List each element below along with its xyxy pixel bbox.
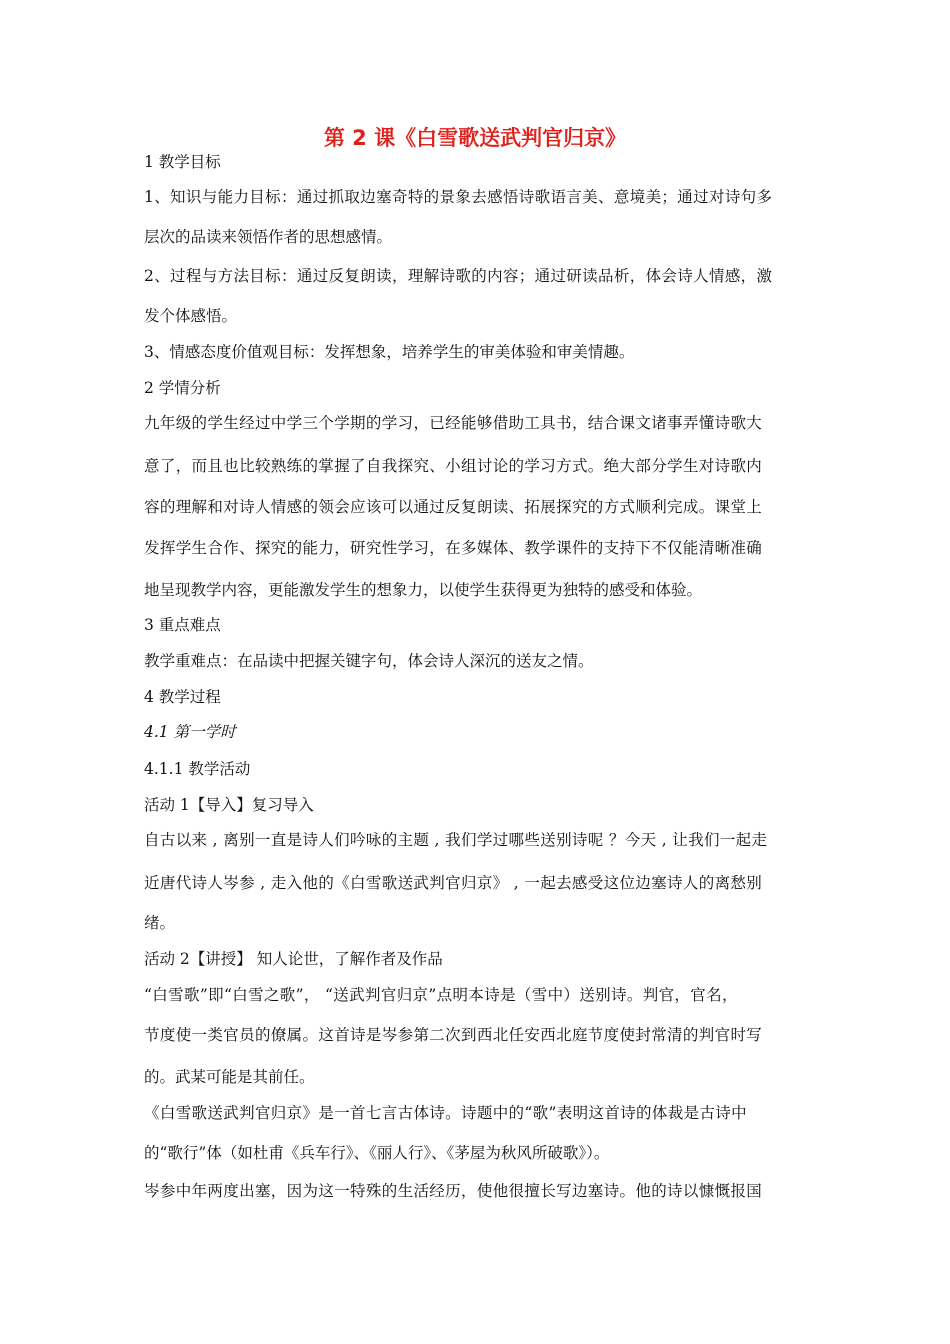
paragraph-line: 1、知识与能力目标：通过抓取边塞奇特的景象去感悟诗歌语言美、意境美；通过对诗句多 bbox=[144, 188, 773, 206]
paragraph-line: 2、过程与方法目标：通过反复朗读，理解诗歌的内容；通过研读品析，体会诗人情感，激 bbox=[144, 267, 773, 285]
section-heading-objectives: 1 教学目标 bbox=[144, 153, 221, 171]
paragraph-line: 绪。 bbox=[144, 914, 176, 932]
paragraph-line: 九年级的学生经过中学三个学期的学习，已经能够借助工具书，结合课文诸事弄懂诗歌大 bbox=[144, 414, 763, 432]
paragraph-line: 层次的品读来领悟作者的思想感情。 bbox=[144, 228, 393, 246]
paragraph-line: 节度使一类官员的僚属。这首诗是岑参第二次到西北任安西北庭节度使封常清的判官时写 bbox=[144, 1026, 763, 1044]
subsection-heading: 4.1.1 教学活动 bbox=[144, 760, 251, 778]
page-title: 第 2 课《白雪歌送武判官归京》 bbox=[323, 126, 627, 150]
paragraph-line: 近唐代诗人岑参 , 走入他的《白雪歌送武判官归京》 , 一起去感受这位边塞诗人的离愁别 bbox=[144, 874, 763, 892]
paragraph-line: “白雪歌”即“白雪之歌”， “送武判官归京”点明本诗是（雪中）送别诗。判官，官名， bbox=[144, 986, 738, 1004]
activity-heading: 活动 1【导入】复习导入 bbox=[144, 796, 314, 814]
paragraph-line: 《白雪歌送武判官归京》是一首七言古体诗。诗题中的“歌”表明这首诗的体裁是古诗中 bbox=[144, 1104, 748, 1122]
paragraph-line: 地呈现教学内容，更能激发学生的想象力，以使学生获得更为独特的感受和体验。 bbox=[144, 581, 703, 599]
paragraph-line: 发挥学生合作、探究的能力，研究性学习，在多媒体、教学课件的支持下不仅能清晰准确 bbox=[144, 539, 763, 557]
section-heading-key-points: 3 重点难点 bbox=[144, 616, 221, 634]
paragraph-line: 意了，而且也比较熟练的掌握了自我探究、小组讨论的学习方式。绝大部分学生对诗歌内 bbox=[144, 457, 763, 475]
activity-heading: 活动 2【讲授】 知人论世，了解作者及作品 bbox=[144, 950, 443, 968]
paragraph-line: 教学重难点：在品读中把握关键字句，体会诗人深沉的送友之情。 bbox=[144, 652, 594, 670]
section-heading-analysis: 2 学情分析 bbox=[144, 379, 221, 397]
paragraph-line: 岑参中年两度出塞，因为这一特殊的生活经历，使他很擅长写边塞诗。他的诗以慷慨报国 bbox=[144, 1182, 763, 1200]
paragraph-line: 发个体感悟。 bbox=[144, 307, 238, 325]
paragraph-line: 容的理解和对诗人情感的领会应该可以通过反复朗读、拓展探究的方式顺利完成。课堂上 bbox=[144, 498, 763, 516]
paragraph-line: 的。武某可能是其前任。 bbox=[144, 1068, 315, 1086]
paragraph-line: 自古以来 , 离别一直是诗人们吟咏的主题 , 我们学过哪些送别诗呢 ？今天 , 让我们一起走 bbox=[144, 831, 768, 849]
section-heading-process: 4 教学过程 bbox=[144, 688, 221, 706]
paragraph-line: 3、情感态度价值观目标：发挥想象，培养学生的审美体验和审美情趣。 bbox=[144, 343, 635, 361]
paragraph-line: 的“歌行”体（如杜甫《兵车行》、《丽人行》、《茅屋为秋风所破歌》）。 bbox=[144, 1144, 610, 1162]
subsection-heading: 4.1 第一学时 bbox=[144, 723, 236, 741]
